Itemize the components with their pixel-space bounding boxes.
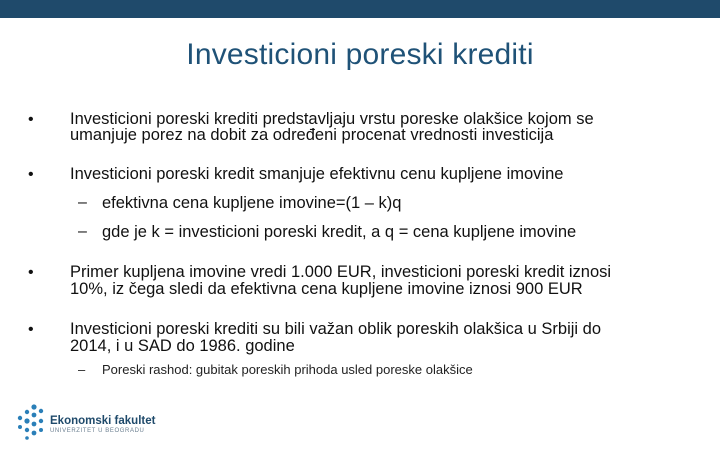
dash-marker: – [78, 223, 87, 240]
bullet-4-line-2: 2014, i u SAD do 1986. godine [70, 337, 295, 355]
bullet-marker: • [28, 111, 34, 128]
bullet-3-line-1: Primer kupljena imovine vredi 1.000 EUR, investicioni poreski kredit iznosi [70, 263, 612, 281]
bullet-2-line-1: Investicioni poreski kredit smanjuje efektivnu cenu kupljene imovine [70, 165, 564, 183]
logo-dots-icon [18, 404, 43, 439]
bullet-2-subitem-2: gde je k = investicioni poreski kredit, a q = cena kupljene imovine [102, 223, 577, 241]
bullet-marker: • [28, 264, 34, 281]
bullet-marker: • [28, 321, 34, 338]
bullet-1-line-2: umanjuje porez na dobit za određeni procenat vrednosti investicija [70, 126, 554, 144]
dash-marker: – [78, 362, 86, 377]
logo-name: Ekonomski fakultet [50, 415, 156, 427]
dash-marker: – [78, 194, 87, 211]
bullet-marker: • [28, 166, 34, 183]
bullet-1-line-1: Investicioni poreski krediti predstavljaju vrstu poreske olakšice kojom se [70, 110, 594, 128]
slide-title: Investicioni poreski krediti [186, 38, 534, 71]
bullet-3-line-2: 10%, iz čega sledi da efektivna cena kupljene imovine iznosi 900 EUR [70, 280, 583, 298]
logo-subtitle: UNIVERZITET U BEOGRADU [50, 428, 145, 434]
bullet-2-subitem-1: efektivna cena kupljene imovine=(1 – k)q [102, 194, 402, 212]
bullet-4-line-1: Investicioni poreski krediti su bili važan oblik poreskih olakšica u Srbiji do [70, 320, 601, 338]
bullet-4-subitem-1: Poreski rashod: gubitak poreskih prihoda usled poreske olakšice [102, 362, 473, 377]
